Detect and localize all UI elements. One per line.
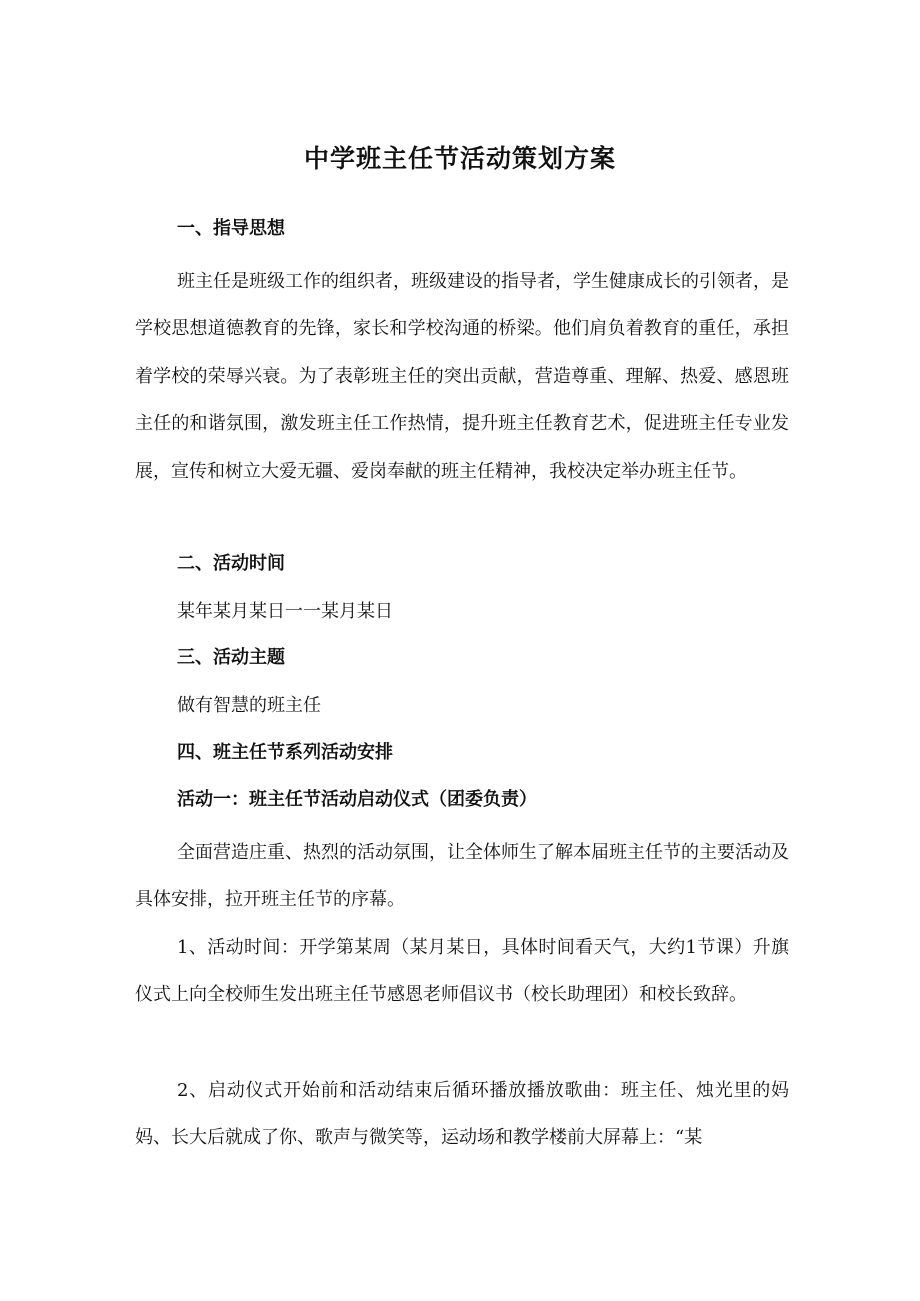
guiding-thought-paragraph: 班主任是班级工作的组织者，班级建设的指导者，学生健康成长的引领者，是学校思想道德教育的先锋，家长和学校沟通的桥梁。他们肩负着教育的重任，承担着学校的荣辱兴衰。为了表彰班主任的突出贡献，营造尊重、理解、热爱、感恩班主任的和谐氛围，激发班主任工作热情，提升班主任教育艺术，促进班主任专业发展，宣传和树立大爱无疆、爱岗奉献的班主任精神，我校决定举办班主任节。 [135,271,789,482]
activity-time-text: 某年某月某日一一某月某日 [177,601,393,622]
activity-one-item-1: 1、活动时间：开学第某周（某月某日，具体时间看天气，大约1节课）升旗仪式上向全校师生发出班主任节感恩老师倡议书（校长助理团）和校长致辞。 [135,937,789,1006]
activity-one-intro-paragraph: 全面营造庄重、热烈的活动氛围，让全体师生了解本届班主任节的主要活动及具体安排，拉开班主任节的序幕。 [135,842,789,911]
section-heading-activity-time: 二、活动时间 [177,553,285,574]
activity-theme-text: 做有智慧的班主任 [177,695,321,716]
document-title: 中学班主任节活动策划方案 [303,144,616,173]
section-heading-activity-theme: 三、活动主题 [177,647,285,668]
section-heading-guiding-thought: 一、指导思想 [177,218,285,239]
activity-one-item-2: 2、启动仪式开始前和活动结束后循环播放播放歌曲：班主任、烛光里的妈妈、长大后就成了你、歌声与微笑等，运动场和教学楼前大屏幕上：“某 [135,1080,789,1149]
section-heading-activity-schedule: 四、班主任节系列活动安排 [177,742,393,763]
activity-one-heading: 活动一：班主任节活动启动仪式（团委负责） [177,789,537,810]
